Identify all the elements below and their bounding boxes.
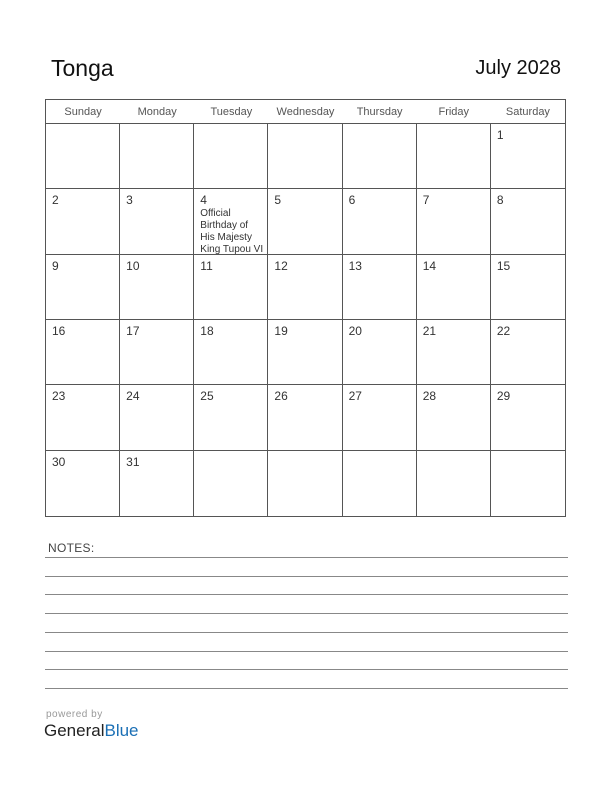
weekday-header: Saturday (491, 100, 565, 124)
day-cell[interactable] (120, 451, 194, 516)
day-number: 29 (496, 389, 511, 404)
day-cell[interactable] (343, 320, 417, 385)
note-line (45, 669, 568, 670)
day-cell[interactable] (194, 451, 268, 516)
day-number: 9 (52, 258, 59, 273)
country-title: Tonga (51, 55, 114, 81)
day-cell[interactable] (417, 451, 491, 516)
note-line (45, 688, 568, 689)
day-cell[interactable] (268, 451, 342, 516)
day-number: 6 (348, 193, 356, 208)
day-cell[interactable] (417, 320, 491, 385)
day-cell[interactable] (194, 255, 268, 320)
weekday-header: Monday (120, 100, 194, 124)
day-number: 21 (422, 324, 437, 338)
day-number: 26 (274, 389, 288, 404)
month-year-title: July 2028 (475, 57, 561, 79)
day-number: 5 (274, 193, 282, 208)
day-number: 23 (52, 389, 66, 404)
weekday-header: Sunday (46, 100, 120, 124)
day-number: 25 (200, 389, 214, 404)
day-cell[interactable] (46, 255, 120, 320)
holiday-label: Official Birthday of His Majesty King Tupou VI (200, 208, 264, 255)
day-number: 15 (496, 258, 511, 273)
day-cell[interactable] (417, 124, 491, 189)
day-number: 11 (200, 258, 213, 273)
day-cell[interactable] (343, 451, 417, 516)
day-cell[interactable] (417, 255, 491, 320)
day-cell[interactable] (120, 124, 194, 189)
day-cell[interactable] (120, 189, 194, 254)
day-cell[interactable] (120, 385, 194, 450)
day-cell[interactable] (46, 189, 120, 254)
note-line (45, 576, 568, 577)
day-cell[interactable] (268, 320, 342, 385)
notes-label: NOTES: (48, 541, 95, 555)
day-number: 4 (200, 193, 207, 208)
day-number: 18 (200, 324, 214, 338)
day-cell[interactable] (343, 189, 417, 254)
day-number: 22 (496, 324, 511, 338)
day-cell[interactable] (268, 385, 342, 450)
weekday-header: Friday (417, 100, 491, 124)
day-cell[interactable] (46, 124, 120, 189)
day-cell[interactable] (268, 189, 342, 254)
day-number: 12 (274, 258, 288, 273)
day-cell[interactable] (491, 451, 565, 516)
day-number: 10 (126, 258, 140, 273)
day-cell[interactable] (491, 255, 565, 320)
powered-by-text: powered by (46, 709, 103, 720)
day-cell[interactable] (491, 189, 565, 254)
calendar-grid (45, 99, 566, 517)
day-number: 20 (348, 324, 362, 338)
day-number: 28 (422, 389, 437, 404)
day-cell[interactable] (491, 385, 565, 450)
day-number: 27 (348, 389, 362, 404)
note-line (45, 557, 568, 558)
day-number: 8 (496, 193, 504, 208)
brand-blue: Blue (104, 721, 139, 740)
day-number: 13 (348, 258, 362, 273)
day-cell[interactable] (268, 124, 342, 189)
day-cell[interactable] (343, 255, 417, 320)
day-cell[interactable] (194, 320, 268, 385)
note-line (45, 594, 568, 595)
note-line (45, 632, 568, 633)
day-number: 7 (422, 193, 430, 208)
day-number: 17 (126, 324, 140, 338)
day-cell[interactable] (46, 451, 120, 516)
day-cell[interactable] (491, 320, 565, 385)
day-cell[interactable] (194, 124, 268, 189)
day-cell[interactable] (417, 189, 491, 254)
day-number: 2 (52, 193, 59, 208)
weekday-header: Wednesday (268, 100, 342, 124)
brand-general: General (44, 721, 105, 740)
day-cell[interactable] (46, 320, 120, 385)
day-cell[interactable] (491, 124, 565, 189)
day-cell[interactable] (268, 255, 342, 320)
day-number: 30 (52, 454, 66, 469)
weekday-header: Tuesday (194, 100, 268, 124)
day-cell[interactable] (46, 385, 120, 450)
note-line (45, 651, 568, 652)
weekday-header: Thursday (343, 100, 417, 124)
day-number: 24 (126, 389, 140, 404)
day-cell[interactable] (343, 385, 417, 450)
day-cell[interactable] (417, 385, 491, 450)
day-number: 19 (274, 324, 288, 338)
day-cell[interactable] (120, 320, 194, 385)
note-line (45, 613, 568, 614)
day-cell[interactable] (343, 124, 417, 189)
day-cell[interactable] (194, 385, 268, 450)
day-number: 14 (422, 258, 437, 273)
day-cell[interactable] (120, 255, 194, 320)
generalblue-logo[interactable] (44, 721, 139, 741)
day-number: 1 (496, 128, 504, 142)
day-cell[interactable] (194, 189, 268, 254)
day-number: 3 (126, 193, 133, 208)
day-number: 31 (126, 454, 140, 469)
day-number: 16 (52, 324, 66, 338)
